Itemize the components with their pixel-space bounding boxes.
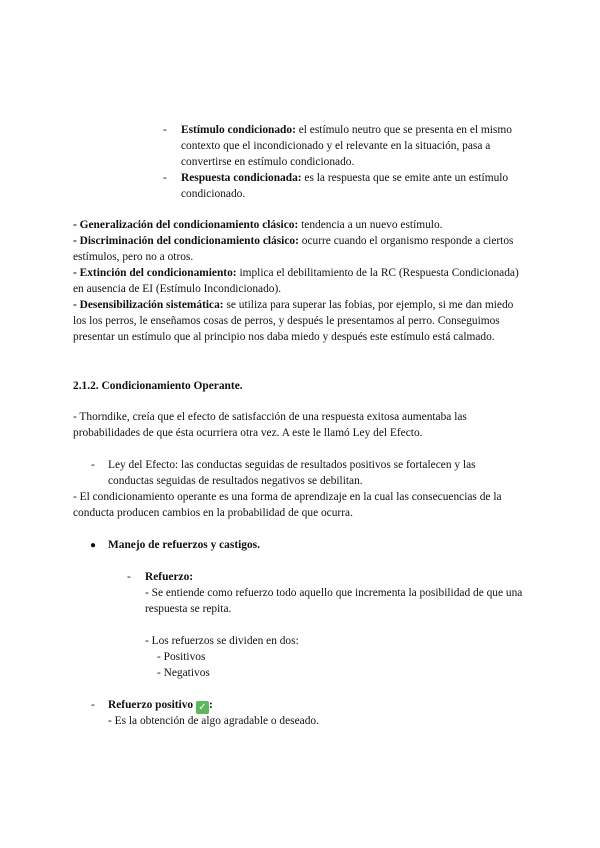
definition-extincion <box>73 265 528 297</box>
bullet-heading-text: Manejo de refuerzos y castigos. <box>108 539 260 551</box>
paragraph-thorndike: - Thorndike, creía que el efecto de satisfacción de una respuesta exitosa aumentaba las probabilidades de que ésta ocurriera otra vez. A este le llamó Ley del Efecto. <box>73 411 467 439</box>
refuerzo-title <box>145 569 193 585</box>
list-item-ley-del-efecto: Ley del Efecto: las conductas seguidas de resultados positivos se fortalecen y las conductas seguidas de resultados negativos se debilitan. <box>108 459 476 487</box>
refuerzo-type-negativos: - Negativos <box>157 667 210 679</box>
definition-text: el estímulo neutro que se presenta en el mismo contexto que el incondicionado y el relevante en la situación, pasa a convertirse en estímulo condicionado. <box>181 124 512 168</box>
bullet-heading <box>108 537 260 553</box>
list-item-estimulo-condicionado <box>181 122 526 170</box>
refuerzo-positivo-title-text: Refuerzo positivo <box>108 699 194 711</box>
term: - Extinción del condicionamiento: <box>73 267 237 279</box>
paragraph-condicionamiento-operante: - El condicionamiento operante es una forma de aprendizaje en la cual las consecuencias de la conducta producen cambios en la probabilidad de que ocurra. <box>73 491 502 519</box>
definition-text: tendencia a un nuevo estímulo. <box>298 219 443 231</box>
definition-text: implica el debilitamiento de la RC (Respuesta Condicionada) en ausencia de EI (Estímulo Incondicionado). <box>73 267 519 295</box>
refuerzo-definition: - Se entiende como refuerzo todo aquello que incrementa la posibilidad de que una respuesta se repita. <box>145 587 523 615</box>
definition-generalizacion <box>73 217 528 233</box>
list-dash: - <box>127 571 131 583</box>
refuerzo-type-positivos: - Positivos <box>157 651 206 663</box>
definition-text: ocurre cuando el organismo responde a ciertos estímulos, pero no a otros. <box>73 235 514 263</box>
refuerzo-division: - Los refuerzos se dividen en dos: <box>145 635 299 647</box>
term: - Generalización del condicionamiento clásico: <box>73 219 299 231</box>
term: - Discriminación del condicionamiento clásico: <box>73 235 299 247</box>
term: Respuesta condicionada: <box>181 172 302 184</box>
term: Estímulo condicionado: <box>181 124 296 136</box>
list-dash: - <box>163 172 167 184</box>
list-dash: - <box>91 459 95 471</box>
definition-discriminacion <box>73 233 528 265</box>
section-heading <box>73 378 243 394</box>
colon: : <box>208 699 213 711</box>
check-mark-icon: ✓ <box>196 701 209 714</box>
term: - Desensibilización sistemática: <box>73 299 224 311</box>
refuerzo-positivo-title <box>108 697 213 714</box>
bullet-icon: ● <box>90 540 97 551</box>
list-dash: - <box>91 699 95 711</box>
definition-text: es la respuesta que se emite ante un estímulo condicionado. <box>181 172 509 200</box>
list-dash: - <box>163 124 167 136</box>
section-heading-text: 2.1.2. Condicionamiento Operante. <box>73 380 243 392</box>
list-item-respuesta-condicionada <box>181 170 511 202</box>
definition-text: se utiliza para superar las fobias, por ejemplo, si me dan miedo los los perros, le enseñamos cosas de perros, y después le presentamos al perro. Conseguimos presentar un estímulo que al principio nos daba miedo y después este estímulo está calmado. <box>73 299 514 343</box>
definition-desensibilizacion <box>73 297 528 345</box>
refuerzo-title-text: Refuerzo: <box>145 571 194 583</box>
refuerzo-positivo-definition: - Es la obtención de algo agradable o deseado. <box>108 715 319 727</box>
